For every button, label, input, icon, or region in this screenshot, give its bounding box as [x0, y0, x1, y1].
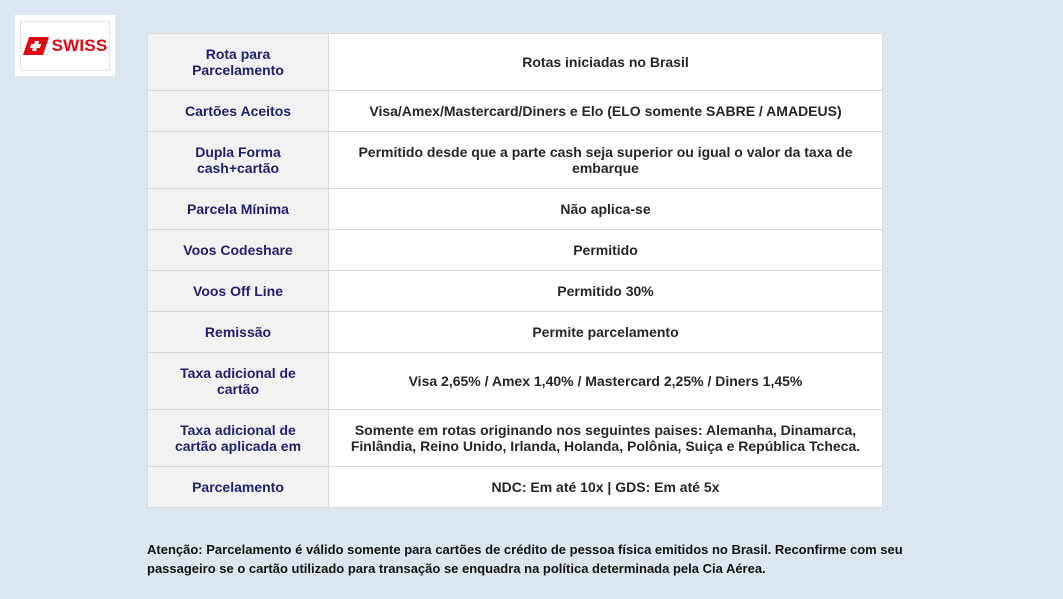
row-label: Voos Off Line [148, 271, 329, 312]
row-label: Cartões Aceitos [148, 91, 329, 132]
row-value: Visa 2,65% / Amex 1,40% / Mastercard 2,25% / Diners 1,45% [329, 353, 883, 410]
row-label: Rota para Parcelamento [148, 34, 329, 91]
table-row [148, 34, 883, 91]
table-row [148, 353, 883, 410]
swiss-cross-icon [23, 37, 49, 55]
row-label: Taxa adicional de cartão [148, 353, 329, 410]
attention-note: Atenção: Parcelamento é válido somente para cartões de crédito de pessoa física emitidos no Brasil. Reconfirme com seu passageiro se o cartão utilizado para transação se enquadra na política determinada pela Cia Aérea. [147, 542, 903, 576]
row-value: Permitido [329, 230, 883, 271]
table-row [148, 467, 883, 508]
row-value: Permitido 30% [329, 271, 883, 312]
row-value: NDC: Em até 10x | GDS: Em até 5x [329, 467, 883, 508]
installment-policy-table [147, 33, 883, 508]
row-value: Somente em rotas originando nos seguintes paises: Alemanha, Dinamarca, Finlândia, Reino Unido, Irlanda, Holanda, Polônia, Suiça e República Tcheca. [329, 410, 883, 467]
row-value: Permitido desde que a parte cash seja superior ou igual o valor da taxa de embarque [329, 132, 883, 189]
logo-frame [20, 21, 110, 71]
table-row [148, 91, 883, 132]
table-row [148, 312, 883, 353]
row-label: Remissão [148, 312, 329, 353]
table-row [148, 230, 883, 271]
swiss-logo [15, 15, 115, 76]
row-label: Taxa adicional de cartão aplicada em [148, 410, 329, 467]
table-row [148, 410, 883, 467]
row-label: Parcela Mínima [148, 189, 329, 230]
row-value: Não aplica-se [329, 189, 883, 230]
row-value: Permite parcelamento [329, 312, 883, 353]
row-value: Visa/Amex/Mastercard/Diners e Elo (ELO somente SABRE / AMADEUS) [329, 91, 883, 132]
row-label: Parcelamento [148, 467, 329, 508]
row-label: Dupla Forma cash+cartão [148, 132, 329, 189]
row-value: Rotas iniciadas no Brasil [329, 34, 883, 91]
row-label: Voos Codeshare [148, 230, 329, 271]
table-row [148, 132, 883, 189]
logo-brand-text: SWISS [51, 35, 108, 55]
table-row [148, 189, 883, 230]
table-row [148, 271, 883, 312]
